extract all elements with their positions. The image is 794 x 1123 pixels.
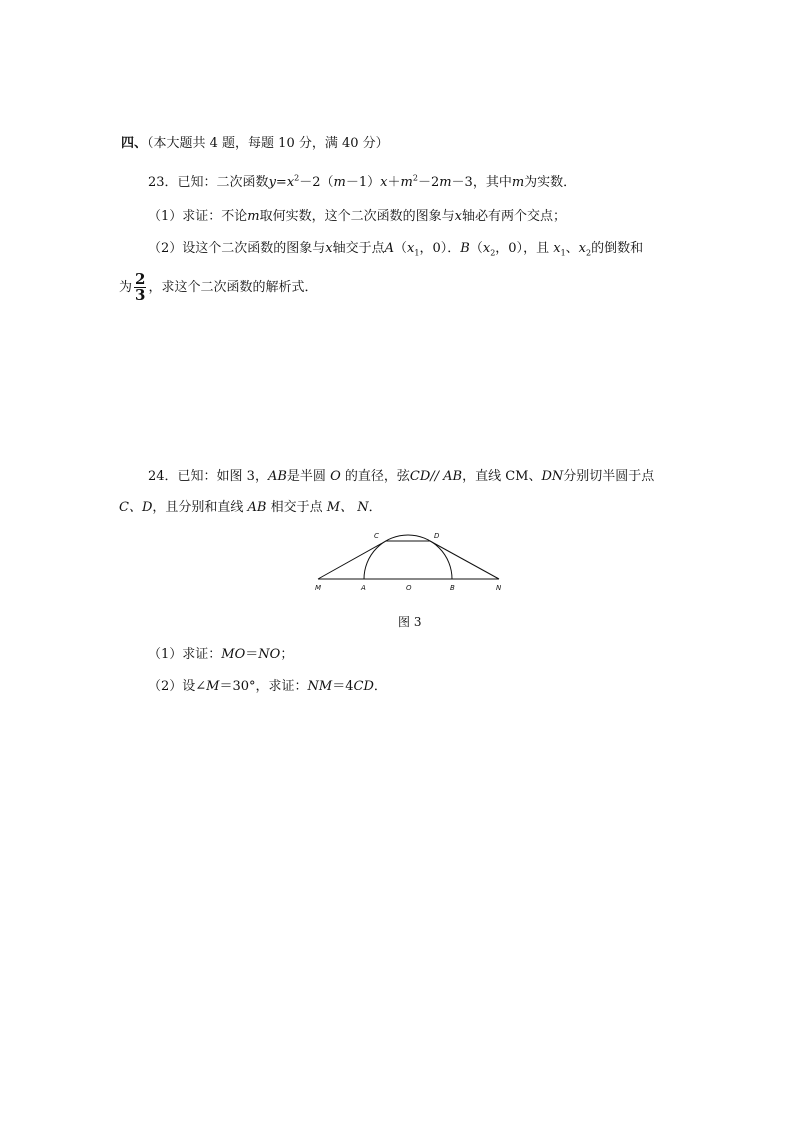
q23-part1-mid: 取何实数，这个二次函数的图象与: [259, 209, 455, 224]
q23-stem: 23．已知：二次函数$y=x^2-2(m-1)x+m^2-2m-3$，其中m为实数．: [148, 173, 577, 190]
fraction-denominator: 3: [135, 286, 146, 304]
label-n: N: [496, 584, 502, 592]
tangent-dn: [430, 541, 499, 579]
q24-dn: DN: [541, 469, 564, 484]
q24-part2-nm: NM: [307, 679, 333, 694]
q23-var-m: m: [511, 175, 525, 190]
q24-line2-end: ．: [368, 500, 382, 515]
q23-formula: y: [268, 175, 276, 190]
q23-part2-tail: ，且: [523, 241, 550, 256]
q24-line1-a: 是半圆: [286, 469, 326, 484]
q24-part1-eq: ＝: [245, 647, 259, 662]
q23-part2: （2）设这个二次函数的图象与x轴交于点$A(x_1$，0）．$B(x_2$，0），且 $x_1$、$x_2$的倒数和: [148, 241, 644, 258]
q23-part2-var-x: x: [325, 241, 333, 256]
label-a: A: [361, 584, 366, 592]
q23-part1-var-x: x: [454, 209, 462, 224]
q23-stem-suffix: ，其中: [472, 175, 512, 190]
q23-part2-line2: [119, 272, 317, 303]
q24-part2-angle: ＝30°，求证：: [219, 679, 308, 694]
q24-number: 24．: [148, 469, 178, 484]
q24-line2-b: 相交于点: [270, 500, 323, 515]
section-note: （本大题共 4 题，每题 10 分，满 40 分）: [147, 136, 389, 151]
figure-3-caption: 图 3: [398, 615, 422, 629]
q23-part2-line2-suffix: ，求这个二次函数的解析式．: [148, 280, 318, 295]
label-c: C: [374, 532, 379, 540]
q24-part2-eq: ＝4: [332, 679, 354, 694]
q24-line2-a: ，且分别和直线: [152, 500, 244, 515]
q24-part1-no: NO: [258, 647, 281, 662]
figure-3-diagram: [310, 528, 510, 598]
q23-fraction: [134, 272, 146, 303]
q23-stem-end: 为实数．: [524, 175, 577, 190]
label-b: B: [450, 584, 455, 592]
q23-point-a: A: [384, 241, 395, 256]
q24-part1-end: ；: [280, 647, 294, 662]
q24-cd-parallel: CD// AB: [409, 469, 463, 484]
section-heading: [121, 135, 389, 153]
q24-line2: [119, 499, 382, 517]
q24-line2-ab: AB: [247, 500, 267, 515]
q24-part2-prefix: （2）设∠: [148, 679, 207, 694]
q24-o: O: [330, 469, 341, 484]
label-d: D: [434, 532, 440, 540]
q24-line1-prefix: 已知：如图 3，: [177, 469, 268, 484]
tangent-cm: [318, 541, 386, 579]
q23-part2-prefix: （2）设这个二次函数的图象与: [148, 241, 326, 256]
q23-part2-end: 的倒数和: [591, 241, 644, 256]
q24-part2-cd: CD: [353, 679, 374, 694]
q24-part1: [148, 646, 293, 664]
q24-ab: AB: [267, 469, 287, 484]
q23-part1-suffix: 轴必有两个交点；: [461, 209, 566, 224]
q24-part1-mo: MO: [221, 647, 246, 662]
q24-line1-d: 分别切半圆于点: [563, 469, 655, 484]
label-o: O: [406, 584, 412, 592]
q24-part2-m: M: [206, 679, 220, 694]
q24-line2-mn: M、 N: [326, 500, 369, 515]
q23-point-b: B: [460, 241, 470, 256]
q23-part1-prefix: （1）求证：不论: [148, 209, 248, 224]
q24-line1-b: 的直径，弦: [344, 469, 410, 484]
q23-part1: [148, 208, 566, 226]
q23-part2-line2-prefix: 为: [119, 280, 133, 295]
section-number: 四、: [121, 136, 148, 151]
q24-part2-end: ．: [373, 679, 387, 694]
q24-line1: [148, 468, 654, 486]
q23-part2-mid: 轴交于点: [332, 241, 385, 256]
q24-part2: [148, 678, 387, 696]
label-m: M: [315, 584, 322, 592]
q24-line1-c: ，直线 CM、: [462, 469, 542, 484]
fraction-numerator: 2: [135, 270, 146, 288]
q23-number: 23．: [148, 175, 178, 190]
q23-stem-text: 已知：二次函数: [177, 175, 269, 190]
q24-part1-prefix: （1）求证：: [148, 647, 222, 662]
semicircle-o: [364, 535, 452, 579]
q24-line2-cd: C、D: [119, 500, 153, 515]
q23-part1-var-m: m: [247, 209, 260, 224]
